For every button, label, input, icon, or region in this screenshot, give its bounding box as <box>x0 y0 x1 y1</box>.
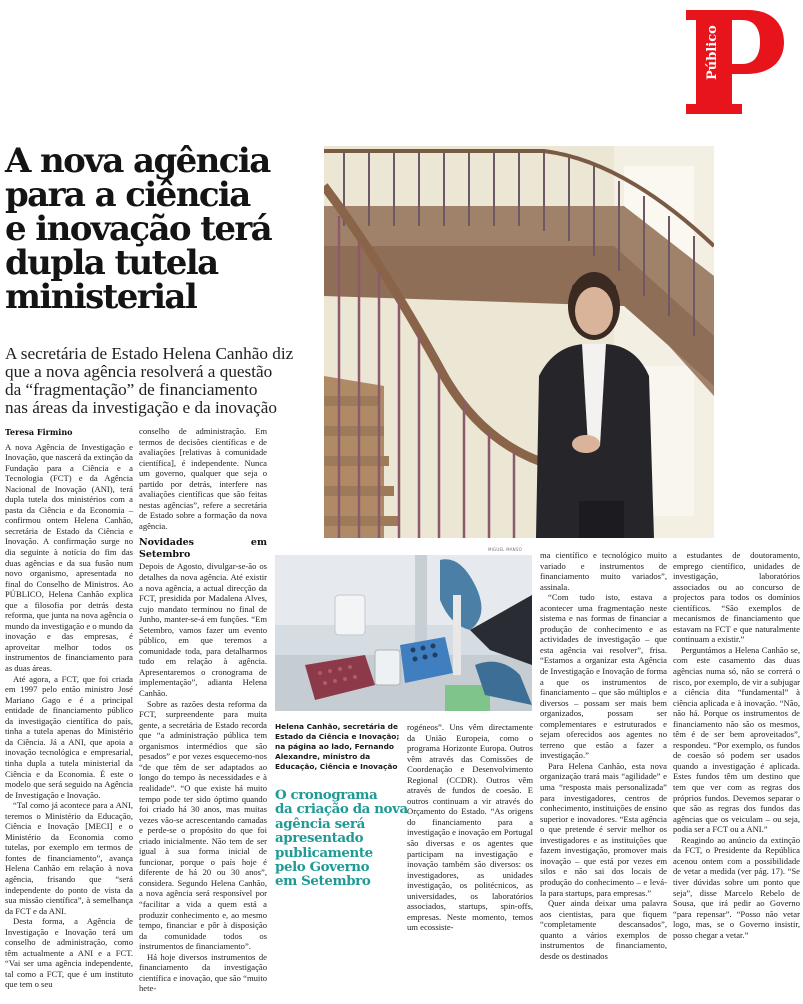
paragraph: Desta forma, a Agência de Investigação e Inovação terá um conselho de administração, como têm actualmente a ANI e a FCT. “Vai ser uma agência independente, tal como a FCT, que é um instituto que tem o seu <box>5 916 133 990</box>
standfirst-line: nas áreas da investigação e da inovação <box>5 398 278 417</box>
article-column-5 <box>673 550 800 940</box>
pullquote-line: O cronograma <box>275 787 378 803</box>
article-column-4 <box>540 550 667 961</box>
paragraph: conselho de administração. Em termos de decisões científicas e de avaliações [relativas à comunidade científica], é independente. Nunca um governo, qualquer que seja o partido por detrás, interfere nas avaliações científicas que são feitas nestas agências”, refere a secretária de Estado sobre a formação da nova agência. <box>139 426 267 531</box>
article-column-3 <box>407 722 533 933</box>
headline-line: para a ciência <box>5 175 250 215</box>
publico-logo <box>686 10 784 114</box>
standfirst-line: da “fragmentação” de financiamento <box>5 380 258 399</box>
photo-caption: Helena Canhão, secretária de Estado da Ciência e Inovação; na página ao lado, Fernando Alexandre, ministro da Educação, Ciência e Inovação <box>275 722 400 771</box>
headline-line: dupla tutela <box>5 243 218 283</box>
pullquote-line: da criação da nova <box>275 801 408 818</box>
article-standfirst <box>5 345 315 417</box>
paragraph: Sobre as razões desta reforma da FCT, surpreendente para muita gente, a secretária de Estado recorda que “a administração pública tem organismos intermédios que são pesados” e por vezes esquecemo-nos “de que têm de ser adaptados ao longo do tempo às necessidades e à realidade”. “O que existe há muito tempo pode ter sido óptimo quando foi criado há 30 anos, mas muitas vezes vão-se acrescentando camadas e perde-se o propósito do que foi criado inicialmente. Não tem de ser igual à sua forma inicial de funcionar, porque o país hoje é diferente de há 20 ou 30 anos”, considera. Segundo Helena Canhão, a nova agência será responsível por “facilitar a vida a quem está a produzir conhecimento e, ao mesmo tempo, financiar e pôr à disposição da comunidade todos os instrumentos de financiamento”. <box>139 698 267 952</box>
paragraph: A nova Agência de Investigação e Inovação, que nascerá da extinção da Fundação para a Ciência e a Tecnologia (FCT) e da Agência Nacional de Inovação (ANI), terá dupla tutela dos ministérios com a pasta da Ciência e da Economia – confirmou ontem Helena Canhão, secretária de Estado da Ciência e Inovação. A confirmação surge no dia seguinte à notícia do fim das duas agências e da sua fusão num novo organismo, apresentada no final do Conselho de Ministros. Ao PÚBLICO, Helena Canhão explica que a filosofia por detrás desta reforma, que junta na nova agência o mundo da investigação e o mundo da inovação e das empresas, é aproveitar melhor todos os instrumentos de financiamento para as duas áreas. <box>5 441 133 674</box>
section-subheading: Novidades em Setembro <box>139 537 267 561</box>
article-column-1 <box>5 427 133 990</box>
paragraph: “Tal como já acontece para a ANI, teremos o Ministério da Educação, Ciência e Inovação [MECI] e o Ministério da Economia como tutelas, por exemplo em termos de fontes de financiamento”, avança Helena Canhão em relação à nova agência, frisando que “será independente do ponto de vista da sua missão científica”, à semelhança da FCT e da ANI. <box>5 800 133 916</box>
standfirst-line: A secretária de Estado Helena Canhão diz <box>5 344 294 363</box>
photo-credit: MIGUEL MANSO <box>488 547 522 552</box>
portrait-illustration <box>324 146 714 538</box>
paragraph: Quer ainda deixar uma palavra aos cientistas, para que fiquem “completamente descansados”, quanto a vários exemplos de instrumentos de financiamento, desde os destinados <box>540 898 667 961</box>
logo-wordmark: Público <box>705 25 720 80</box>
paragraph: Para Helena Canhão, esta nova organização trará mais “agilidade” e uma “resposta mais personalizada” para investigadores, centros de conhecimento, instituições de ensino superior e inovadores. “Esta agência o que pretende é servir melhor os investigadores e as instituições que fazem investigação, promover mais inovação – que está por vezes em silos e não sai dos locais de produção do conhecimento – e levá-la para startups, para empresas.” <box>540 760 667 898</box>
lab-illustration <box>275 555 532 711</box>
pullquote-line: apresentado <box>275 830 364 847</box>
article-headline <box>5 141 305 317</box>
byline: Teresa Firmino <box>5 427 73 437</box>
paragraph: Depois de Agosto, divulgar-se-ão os detalhes da nova agência. Até existir a nova agência, a actual direcção da FCT, presidida por Madalena Alves, cujo mandato terminou no final de Junho, manter-se-á em funções. “Em Setembro, vamos fazer um evento público, em que teremos a comunidade toda, para detalharmos tudo em relação à agência. Apresentaremos o cronograma de implementação”, adianta Helena Canhão. <box>139 561 267 699</box>
article-column-2 <box>139 426 267 994</box>
pullquote-line: em Setembro <box>275 873 371 890</box>
paragraph: Até agora, a FCT, que foi criada em 1997 pelo então ministro José Mariano Gago e é a principal entidade de financiamento público da investigação científica do país, tinha a tutela apenas do Ministério da Ciência. Já a ANI, que apoia a inovação tecnológica e empresarial, tinha dupla a tutela ministerial da Ciência e da Economia. É este o modelo que será seguido na Agência de Investigação e Inovação. <box>5 673 133 800</box>
pullquote-line: agência será <box>275 815 365 832</box>
lab-photo <box>275 555 532 711</box>
pullquote-line: pelo Governo <box>275 859 370 876</box>
paragraph: “Com tudo isto, estava a acontecer uma fragmentação neste sistema e nas formas de financiar a produção de conhecimento e as actividades de investigação – que esta agência vai resolver”, frisa. “Estamos a organizar esta Agência de Investigação e Inovação de forma a que os instrumentos de financiamento – que são múltiplos e diversos – possam ser mais bem organizados, possam ser complementares e estruturados e sejam oferecidos aos agentes no terreno que estão a fazer a investigação.” <box>540 592 667 761</box>
headline-line: ministerial <box>5 277 197 317</box>
headline-line: A nova agência <box>5 141 270 181</box>
paragraph: rogéneos”. Uns vêm directamente da União Europeia, como o programa Horizonte Europa. Outros vêm através das Comissões de Coordenação e Desenvolvimento Regional (CCDR). Outros vêm através de fundos de coesão. E outros continuam a vir através do Orçamento do Estado. “As origens do financiamento para a investigação e inovação em Portugal são diversas e os agentes que participam na investigação e inovação também são diversos: os investigadores, as unidades investigação, os politécnicos, as universidades, os laboratórios associados, startups, spin-offs, empresas. Neste momento, temos um ecossiste- <box>407 722 533 933</box>
main-photo <box>324 146 714 538</box>
standfirst-line: que a nova agência resolverá a questão <box>5 362 273 381</box>
pullquote-line: publicamente <box>275 844 373 861</box>
headline-line: e inovação terá <box>5 209 272 249</box>
paragraph: Há hoje diversos instrumentos de financiamento da investigação científica e inovação, que são “muito hete- <box>139 951 267 994</box>
pull-quote <box>275 787 408 890</box>
logo-p-glyph <box>686 10 784 114</box>
paragraph: a estudantes de doutoramento, emprego científico, unidades de investigação, laboratórios associados ou ao concurso de projectos para todos os domínios científicos. “São exemplos de mecanismos de financiamento que estavam na FCT e que naturalmente continuam a existir.” <box>673 550 800 645</box>
paragraph: ma científico e tecnológico muito variado e instrumentos de financiamento muito variados”, assinala. <box>540 550 667 592</box>
paragraph: Perguntámos a Helena Canhão se, com este casamento das duas agências numa só, não se correrá o risco, por exemplo, de vir a subjugar a ciência dita “fundamental” à ciência aplicada e à inovação. “Não, não há. Porque os instrumentos de financiamento não são os mesmos, têm é de ser bem aproveitados”, respondeu. “Por exemplo, os fundos de coesão só podem ser usados quando a investigação é aplicada. Estes fundos têm um destino que tem que ver com as regras dos próprios fundos. Devemos separar o que são as regras dos fundos das agências que os veiculam – ou seja, podia ser a FCT ou a ANI.” <box>673 644 800 835</box>
paragraph: Reagindo ao anúncio da extinção da FCT, o Presidente da República acenou ontem com a possibilidade de vetar a medida (ver pág. 17). “Se tiver dúvidas sobre um ponto que seja”, disse Marcelo Rebelo de Sousa, que irá pedir ao Governo “para repensar”. “Posso não vetar logo, mas, se o Governo insistir, posso chegar a vetar.” <box>673 834 800 940</box>
